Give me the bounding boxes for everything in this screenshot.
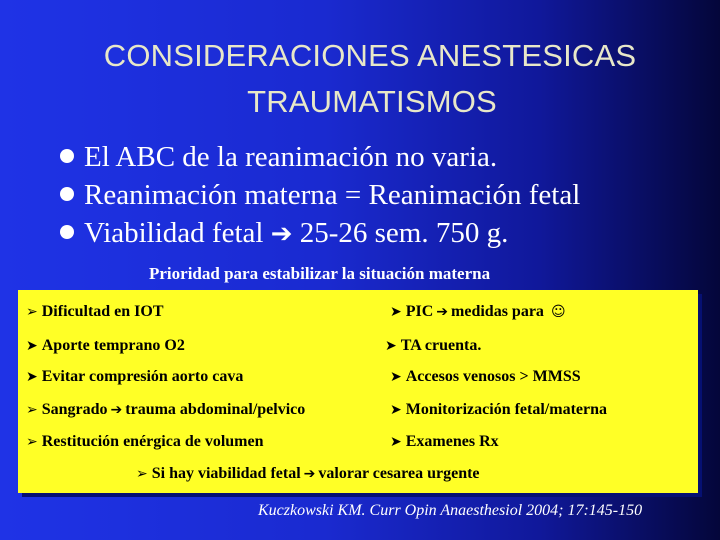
box-item: ➤ PIC ➔ medidas para ☺ [390, 303, 566, 320]
bullet-item [70, 214, 580, 253]
citation: Kuczkowski KM. Curr Opin Anaesthesiol 2004; 17:145-150 [258, 502, 643, 519]
right-arrow-icon: ➔ [270, 219, 293, 249]
bullet-list [70, 138, 580, 253]
right-arrow-icon: ➔ [436, 304, 449, 320]
right-arrow-icon: ➤ [390, 402, 402, 418]
box-item: ➤ Accesos venosos > MMSS [390, 368, 581, 385]
right-arrow-icon: ➤ [390, 434, 402, 450]
bullet-item [70, 176, 580, 214]
smiley-face-icon: ☺ [550, 304, 566, 320]
bullet-item [70, 138, 580, 176]
box-item: ➤ TA cruenta. [385, 337, 482, 354]
right-arrow-icon: ➤ [385, 338, 397, 354]
right-arrow-icon: ➤ [390, 304, 402, 320]
right-arrow-icon: ➔ [110, 402, 123, 418]
right-arrow-icon: ➤ [26, 369, 38, 385]
box-item: ➢ Sangrado ➔ trauma abdominal/pelvico [26, 401, 306, 418]
priority-heading: Prioridad para estabilizar la situación materna [149, 264, 491, 283]
box-item: ➢ Restitución enérgica de volumen [26, 433, 264, 450]
box-item: ➢ Si hay viabilidad fetal ➔ valorar cesarea urgente [136, 465, 480, 482]
checkmark-arrow-icon: ➢ [26, 304, 38, 320]
right-arrow-icon: ➤ [26, 338, 38, 354]
slide-subtitle: TRAUMATISMOS [247, 84, 497, 119]
bullet-dot-icon [60, 149, 74, 163]
bullet-dot-icon [60, 187, 74, 201]
box-item: ➢ Dificultad en IOT [26, 303, 164, 320]
box-item: ➤ Monitorización fetal/materna [390, 401, 608, 418]
box-item: ➤ Examenes Rx [390, 433, 499, 450]
bullet-text: El ABC de la reanimación no varia. [84, 141, 498, 173]
checkmark-arrow-icon: ➢ [136, 466, 148, 482]
right-arrow-icon: ➤ [390, 369, 402, 385]
slide-title: CONSIDERACIONES ANESTESICAS [103, 38, 637, 73]
bullet-text-tail: 25-26 sem. 750 g. [299, 217, 509, 249]
right-arrow-icon: ➔ [303, 466, 316, 482]
bullet-text: Viabilidad fetal [84, 217, 264, 249]
bullet-dot-icon [60, 225, 74, 239]
checkmark-arrow-icon: ➢ [26, 434, 38, 450]
box-item: ➤ Evitar compresión aorto cava [26, 368, 244, 385]
bullet-text: Reanimación materna = Reanimación fetal [84, 179, 581, 211]
box-item: ➤ Aporte temprano O2 [26, 337, 185, 354]
checkmark-arrow-icon: ➢ [26, 402, 38, 418]
priority-box [18, 290, 698, 493]
